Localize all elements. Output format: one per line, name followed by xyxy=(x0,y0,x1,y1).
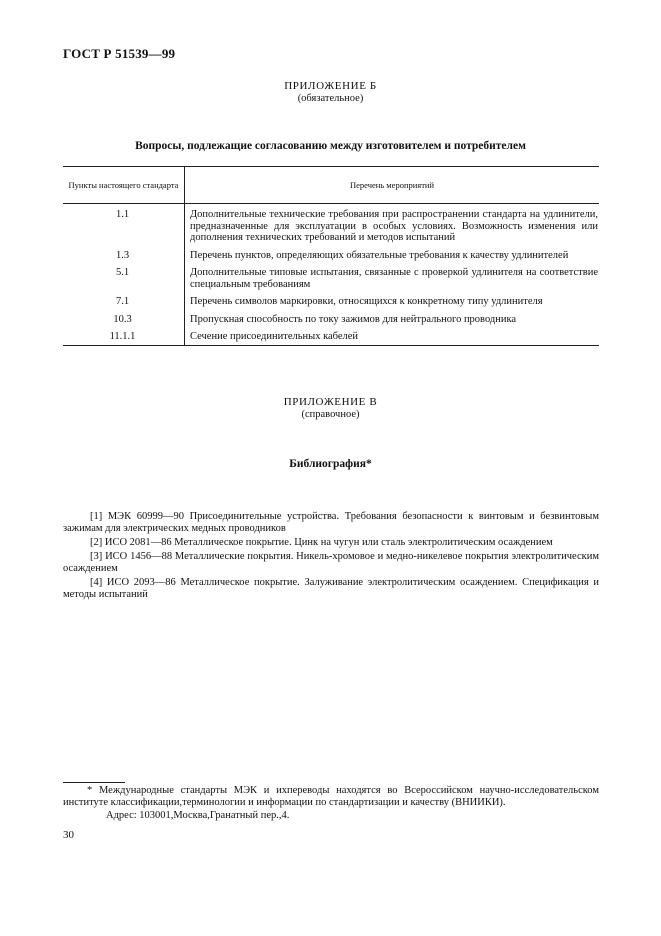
appendix-c-status: (справочное) xyxy=(301,409,360,420)
appendix-b-heading: Вопросы, подлежащие согласованию между изготовителем и потребителем xyxy=(135,140,526,152)
agreement-table xyxy=(63,166,599,346)
table-header-row xyxy=(63,167,599,204)
clause-cell: 11.1.1 xyxy=(63,329,185,345)
measure-cell: Дополнительные технические требования при распространении стандарта на удлинители, предназначенные для эксплуатации в особых условиях. Возможность изменения или дополнения технических требований и методов испытаний xyxy=(190,209,598,243)
clause-cell: 10.3 xyxy=(63,312,185,330)
clause-cell: 5.1 xyxy=(63,265,185,294)
appendix-b-status: (обязательное) xyxy=(297,93,364,104)
col-measures-header: Перечень мероприятий xyxy=(185,167,600,204)
page-number: 30 xyxy=(63,829,74,841)
measure-cell: Сечение присоединительных кабелей xyxy=(185,329,600,345)
appendix-c-title: ПРИЛОЖЕНИЕ В xyxy=(283,396,378,408)
bibliography-item: [1] МЭК 60999—90 Присоединительные устройства. Требования безопасности к винтовым и безвинтовым зажимам для электрических медных проводников xyxy=(63,511,599,534)
measure-cell: Пропускная способность по току зажимов для нейтрального проводника xyxy=(190,313,517,325)
footnote-address: Адрес: 103001,Москва,Гранатный пер.,4. xyxy=(106,810,290,821)
clause-cell: 1.3 xyxy=(63,248,185,266)
footnote-text: * Международные стандарты МЭК и ихпереводы находятся во Всероссийском научно-исследовательском институте классификации,терминологии и информации по стандартизации и качеству (ВНИИКИ). xyxy=(63,785,599,808)
col-clauses-header: Пункты настоящего стандарта xyxy=(63,167,185,204)
bibliography-heading: Библиография* xyxy=(289,458,372,470)
bibliography-list xyxy=(63,511,599,603)
table-row xyxy=(63,294,599,312)
measure-cell: Перечень пунктов, определяющих обязательные требования к качеству удлинителей xyxy=(190,249,569,261)
clause-cell: 1.1 xyxy=(63,204,185,248)
bibliography-item: [4] ИСО 2093—86 Металлическое покрытие. Залуживание электролитическим осаждением. Спецификация и методы испытаний xyxy=(63,577,599,600)
table-row xyxy=(63,329,599,345)
clause-cell: 7.1 xyxy=(63,294,185,312)
measure-cell: Перечень символов маркировки, относящихся к конкретному типу удлинителя xyxy=(190,296,543,307)
footnote xyxy=(63,785,599,822)
document-header: ГОСТ Р 51539—99 xyxy=(63,46,176,61)
footnote-divider xyxy=(63,782,125,783)
table-row xyxy=(63,265,599,294)
table-row xyxy=(63,248,599,266)
bibliography-item: [2] ИСО 2081—86 Металлическое покрытие. Цинк на чугун или сталь электролитическим осаждением xyxy=(90,537,553,548)
bibliography-item: [3] ИСО 1456—88 Металлические покрытия. Никель-хромовое и медно-никелевое покрытия электролитическим осаждением xyxy=(63,551,599,574)
appendix-b-title: ПРИЛОЖЕНИЕ Б xyxy=(284,80,377,92)
table-row xyxy=(63,204,599,248)
table-row xyxy=(63,312,599,330)
measure-cell: Дополнительные типовые испытания, связанные с проверкой удлинителя на соответствие специальным требованиям xyxy=(190,267,598,290)
